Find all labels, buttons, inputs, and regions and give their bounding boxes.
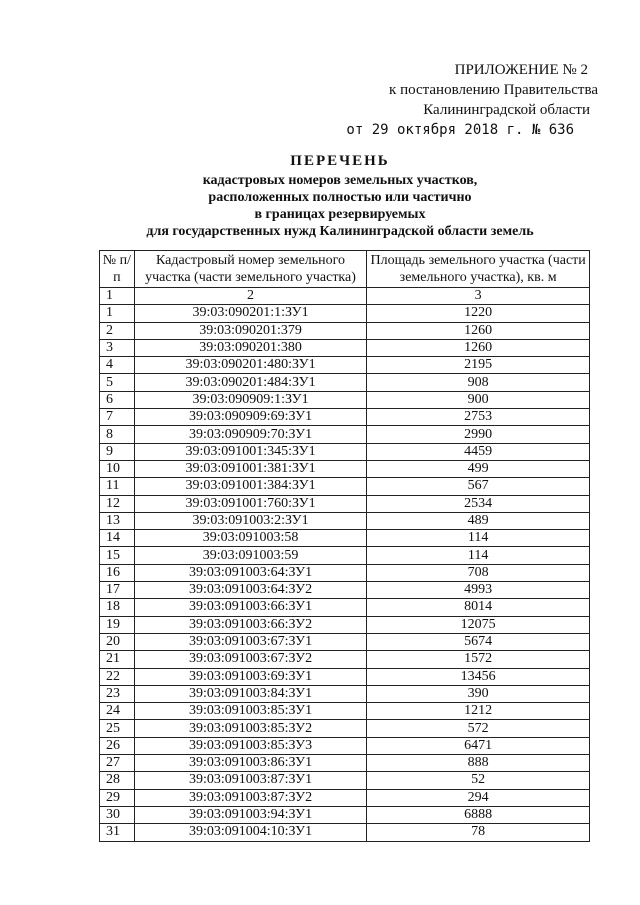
table-row bbox=[100, 789, 590, 806]
cadastral-number: 39:03:091003:2:ЗУ1 bbox=[134, 512, 366, 529]
table-row bbox=[100, 322, 590, 339]
row-number: 31 bbox=[100, 824, 135, 841]
area-value: 13456 bbox=[367, 668, 590, 685]
table-row bbox=[100, 806, 590, 823]
area-value: 1212 bbox=[367, 703, 590, 720]
table-row bbox=[100, 703, 590, 720]
row-number: 23 bbox=[100, 685, 135, 702]
row-number: 7 bbox=[100, 409, 135, 426]
row-number: 12 bbox=[100, 495, 135, 512]
cadastral-number: 39:03:090909:70:ЗУ1 bbox=[134, 426, 366, 443]
area-value: 294 bbox=[367, 789, 590, 806]
area-value: 52 bbox=[367, 772, 590, 789]
table-row bbox=[100, 443, 590, 460]
cadastral-number: 39:03:090201:380 bbox=[134, 339, 366, 356]
table-row bbox=[100, 564, 590, 581]
cadastral-number: 39:03:091004:10:ЗУ1 bbox=[134, 824, 366, 841]
table-row bbox=[100, 374, 590, 391]
cadastral-number: 39:03:091003:87:ЗУ2 bbox=[134, 789, 366, 806]
area-value: 78 bbox=[367, 824, 590, 841]
appendix-reference: к постановлению Правительства bbox=[389, 82, 598, 98]
table-row bbox=[100, 391, 590, 408]
title-line-1: кадастровых номеров земельных участков, bbox=[202, 173, 478, 188]
cadastral-number: 39:03:091001:384:ЗУ1 bbox=[134, 478, 366, 495]
area-value: 390 bbox=[367, 685, 590, 702]
title-main: ПЕРЕЧЕНЬ bbox=[290, 153, 390, 169]
area-value: 2753 bbox=[367, 409, 590, 426]
area-value: 708 bbox=[367, 564, 590, 581]
row-number: 6 bbox=[100, 391, 135, 408]
row-number: 26 bbox=[100, 737, 135, 754]
cadastral-number: 39:03:091003:85:ЗУ2 bbox=[134, 720, 366, 737]
table-row bbox=[100, 599, 590, 616]
table-row bbox=[100, 495, 590, 512]
table-row bbox=[100, 772, 590, 789]
row-number: 27 bbox=[100, 755, 135, 772]
area-value: 8014 bbox=[367, 599, 590, 616]
cadastral-number: 39:03:091003:66:ЗУ2 bbox=[134, 616, 366, 633]
row-number: 15 bbox=[100, 547, 135, 564]
table-row bbox=[100, 426, 590, 443]
row-number: 5 bbox=[100, 374, 135, 391]
row-number: 3 bbox=[100, 339, 135, 356]
header-area: Площадь земельного участка (части земельного участка), кв. м bbox=[367, 251, 590, 288]
area-value: 1572 bbox=[367, 651, 590, 668]
row-number: 24 bbox=[100, 703, 135, 720]
row-number: 2 bbox=[100, 322, 135, 339]
index-col-2: 2 bbox=[134, 288, 366, 305]
cadastral-number: 39:03:090201:379 bbox=[134, 322, 366, 339]
area-value: 1220 bbox=[367, 305, 590, 322]
table-row bbox=[100, 824, 590, 841]
area-value: 2195 bbox=[367, 357, 590, 374]
area-value: 572 bbox=[367, 720, 590, 737]
table-row bbox=[100, 339, 590, 356]
cadastral-number: 39:03:090201:480:ЗУ1 bbox=[134, 357, 366, 374]
area-value: 114 bbox=[367, 530, 590, 547]
row-number: 16 bbox=[100, 564, 135, 581]
table-header-row bbox=[100, 251, 590, 288]
cadastral-number: 39:03:091003:87:ЗУ1 bbox=[134, 772, 366, 789]
area-value: 900 bbox=[367, 391, 590, 408]
header-cadastral: Кадастровый номер земельного участка (части земельного участка) bbox=[134, 251, 366, 288]
row-number: 10 bbox=[100, 460, 135, 477]
table-row bbox=[100, 616, 590, 633]
row-number: 19 bbox=[100, 616, 135, 633]
table-row bbox=[100, 755, 590, 772]
cadastral-number: 39:03:091003:85:ЗУ1 bbox=[134, 703, 366, 720]
area-value: 4459 bbox=[367, 443, 590, 460]
appendix-region: Калининградской области bbox=[423, 102, 590, 118]
row-number: 20 bbox=[100, 633, 135, 650]
table-row bbox=[100, 512, 590, 529]
row-number: 13 bbox=[100, 512, 135, 529]
table-row bbox=[100, 685, 590, 702]
cadastral-number: 39:03:090909:69:ЗУ1 bbox=[134, 409, 366, 426]
area-value: 4993 bbox=[367, 582, 590, 599]
row-number: 25 bbox=[100, 720, 135, 737]
row-number: 29 bbox=[100, 789, 135, 806]
cadastral-number: 39:03:091003:64:ЗУ1 bbox=[134, 564, 366, 581]
index-col-3: 3 bbox=[367, 288, 590, 305]
row-number: 4 bbox=[100, 357, 135, 374]
row-number: 14 bbox=[100, 530, 135, 547]
area-value: 1260 bbox=[367, 339, 590, 356]
table-row bbox=[100, 582, 590, 599]
title-line-2: расположенных полностью или частично bbox=[208, 190, 472, 205]
header-number: № п/п bbox=[100, 251, 135, 288]
row-number: 21 bbox=[100, 651, 135, 668]
table-row bbox=[100, 478, 590, 495]
row-number: 30 bbox=[100, 806, 135, 823]
cadastral-number: 39:03:090201:484:ЗУ1 bbox=[134, 374, 366, 391]
cadastral-number: 39:03:091003:67:ЗУ2 bbox=[134, 651, 366, 668]
area-value: 6471 bbox=[367, 737, 590, 754]
table-row bbox=[100, 633, 590, 650]
cadastral-number: 39:03:091003:86:ЗУ1 bbox=[134, 755, 366, 772]
row-number: 11 bbox=[100, 478, 135, 495]
title-line-3: в границах резервируемых bbox=[254, 207, 426, 222]
area-value: 888 bbox=[367, 755, 590, 772]
table-row bbox=[100, 668, 590, 685]
table-row bbox=[100, 530, 590, 547]
table-row bbox=[100, 547, 590, 564]
cadastral-number: 39:03:090201:1:ЗУ1 bbox=[134, 305, 366, 322]
row-number: 1 bbox=[100, 305, 135, 322]
cadastral-number: 39:03:091003:59 bbox=[134, 547, 366, 564]
row-number: 8 bbox=[100, 426, 135, 443]
cadastral-number: 39:03:091003:84:ЗУ1 bbox=[134, 685, 366, 702]
cadastral-number: 39:03:091003:94:ЗУ1 bbox=[134, 806, 366, 823]
area-value: 2990 bbox=[367, 426, 590, 443]
area-value: 5674 bbox=[367, 633, 590, 650]
area-value: 908 bbox=[367, 374, 590, 391]
appendix-number: ПРИЛОЖЕНИЕ № 2 bbox=[454, 62, 588, 78]
cadastral-number: 39:03:091003:64:ЗУ2 bbox=[134, 582, 366, 599]
area-value: 1260 bbox=[367, 322, 590, 339]
area-value: 489 bbox=[367, 512, 590, 529]
appendix-date: от 29 октября 2018 г. № 636 bbox=[346, 122, 574, 138]
row-number: 18 bbox=[100, 599, 135, 616]
table-row bbox=[100, 305, 590, 322]
row-number: 22 bbox=[100, 668, 135, 685]
table-index-row bbox=[100, 288, 590, 305]
document-title bbox=[100, 150, 580, 240]
cadastral-number: 39:03:091003:66:ЗУ1 bbox=[134, 599, 366, 616]
cadastral-number: 39:03:091001:345:ЗУ1 bbox=[134, 443, 366, 460]
row-number: 9 bbox=[100, 443, 135, 460]
title-line-4: для государственных нужд Калининградской области земель bbox=[146, 224, 534, 239]
area-value: 499 bbox=[367, 460, 590, 477]
table-row bbox=[100, 357, 590, 374]
area-value: 567 bbox=[367, 478, 590, 495]
cadastral-number: 39:03:091001:760:ЗУ1 bbox=[134, 495, 366, 512]
cadastral-number: 39:03:091003:69:ЗУ1 bbox=[134, 668, 366, 685]
area-value: 114 bbox=[367, 547, 590, 564]
table-row bbox=[100, 737, 590, 754]
row-number: 28 bbox=[100, 772, 135, 789]
cadastral-number: 39:03:091003:67:ЗУ1 bbox=[134, 633, 366, 650]
table-row bbox=[100, 651, 590, 668]
cadastral-number: 39:03:091003:85:ЗУ3 bbox=[134, 737, 366, 754]
row-number: 17 bbox=[100, 582, 135, 599]
index-col-1: 1 bbox=[100, 288, 135, 305]
cadastral-number: 39:03:091001:381:ЗУ1 bbox=[134, 460, 366, 477]
table-row bbox=[100, 720, 590, 737]
area-value: 6888 bbox=[367, 806, 590, 823]
appendix-header bbox=[346, 60, 596, 140]
table-row bbox=[100, 409, 590, 426]
cadastral-number: 39:03:091003:58 bbox=[134, 530, 366, 547]
area-value: 12075 bbox=[367, 616, 590, 633]
cadastral-number: 39:03:090909:1:ЗУ1 bbox=[134, 391, 366, 408]
table-row bbox=[100, 460, 590, 477]
cadastral-table bbox=[99, 250, 590, 842]
area-value: 2534 bbox=[367, 495, 590, 512]
